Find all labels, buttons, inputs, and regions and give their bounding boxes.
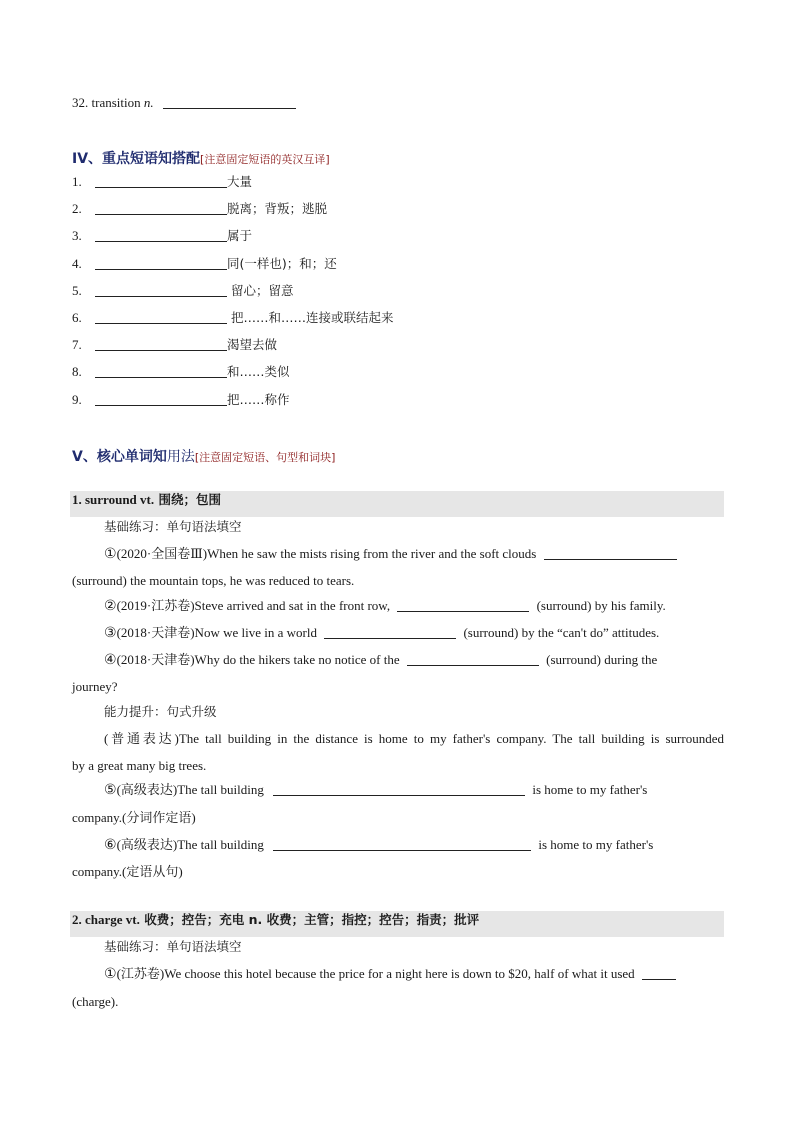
section-4-title: IV、重点短语知搭配	[72, 151, 201, 167]
question-text: (江苏卷)We choose this hotel because the price for a night here is down to $20, half of what it used	[116, 966, 635, 981]
question-text: (2018·天津卷)Why do the hikers take no notice of the	[116, 652, 400, 667]
word-1-definition: 围绕；包围	[154, 492, 221, 507]
phrase-item-1	[72, 174, 252, 190]
question-marker: ②	[104, 598, 117, 614]
answer-blank[interactable]	[324, 625, 456, 639]
phrase-num: 6.	[72, 310, 82, 325]
phrase-item-3	[72, 228, 252, 244]
phrase-meaning: 大量	[227, 174, 253, 189]
question-marker: ①	[104, 546, 117, 562]
section-5-title-light: 用法	[166, 449, 195, 465]
word-2-headword: 2. charge vt.	[72, 912, 140, 927]
phrase-meaning: 把……和……连接或联结起来	[227, 310, 394, 325]
question-text: (高级表达)The tall building	[116, 782, 264, 797]
question-marker: ④	[104, 652, 117, 668]
phrase-item-9	[72, 392, 290, 408]
question-text-end: (surround) by his family.	[536, 598, 666, 613]
phrase-blank[interactable]	[95, 228, 227, 242]
word-2-basic-label: 基础练习：单句语法填空	[104, 939, 242, 954]
section-5-heading	[72, 446, 335, 466]
question-text-end: is home to my father's	[532, 782, 648, 797]
phrase-blank[interactable]	[95, 256, 227, 270]
word-1-header	[72, 487, 221, 513]
word-1-q3	[104, 625, 659, 641]
phrase-blank[interactable]	[95, 310, 227, 324]
answer-blank[interactable]	[642, 966, 676, 980]
word-2-definition: 收费；控告；充电 n. 收费；主管；指控；控告；指责；批评	[139, 912, 480, 927]
word-1-q4-continued: journey?	[72, 679, 118, 694]
phrase-item-4	[72, 256, 337, 272]
answer-blank[interactable]	[397, 598, 529, 612]
item-32	[72, 95, 296, 111]
phrase-num: 2.	[72, 201, 82, 216]
word-1-basic-label: 基础练习：单句语法填空	[104, 519, 242, 534]
answer-blank[interactable]	[544, 546, 677, 560]
section-5-title: V、核心单词知	[72, 449, 167, 465]
phrase-num: 3.	[72, 228, 82, 243]
item-32-blank[interactable]	[163, 95, 296, 109]
question-text-end: is home to my father's	[538, 837, 654, 852]
phrase-num: 4.	[72, 256, 82, 271]
word-1-q1	[104, 546, 677, 562]
phrase-meaning: 和……类似	[227, 364, 290, 379]
section-4-note: [注意固定短语的英汉互译]	[200, 153, 330, 166]
word-1-q6	[104, 837, 653, 853]
phrase-meaning: 留心；留意	[227, 283, 294, 298]
word-1-q1-continued: (surround) the mountain tops, he was reduced to tears.	[72, 573, 355, 588]
section-4-heading	[72, 148, 330, 168]
phrase-blank[interactable]	[95, 201, 227, 215]
word-2-header	[72, 907, 479, 933]
phrase-blank[interactable]	[95, 174, 227, 188]
question-text: (2018·天津卷)Now we live in a world	[116, 625, 317, 640]
word-1-advanced-label: 能力提升：句式升级	[104, 704, 217, 719]
phrase-blank[interactable]	[95, 392, 227, 406]
question-text: (2020·全国卷Ⅲ)When he saw the mists rising from the river and the soft clouds	[116, 546, 537, 561]
phrase-num: 9.	[72, 392, 82, 407]
question-text-end: (surround) during the	[546, 652, 658, 667]
phrase-meaning: 渴望去做	[227, 337, 278, 352]
phrase-item-8	[72, 364, 290, 380]
question-marker: ⑥	[104, 837, 117, 853]
word-1-plain-expression: (普通表达)The tall building in the distance is home to my father's company. The tall building is surrounded	[104, 731, 724, 746]
section-5-note: [注意固定短语、句型和词块]	[194, 451, 336, 464]
phrase-blank[interactable]	[95, 283, 227, 297]
phrase-meaning: 同(一样也)；和；还	[227, 256, 337, 271]
word-1-headword: 1. surround vt.	[72, 492, 155, 507]
word-1-q5	[104, 782, 647, 798]
phrase-num: 5.	[72, 283, 82, 298]
question-text-end: (surround) by the “can't do” attitudes.	[463, 625, 660, 640]
phrase-num: 1.	[72, 174, 82, 189]
phrase-blank[interactable]	[95, 364, 227, 378]
phrase-item-6	[72, 310, 393, 326]
question-text: (2019·江苏卷)Steve arrived and sat in the front row,	[116, 598, 391, 613]
item-32-pos: n.	[143, 95, 154, 110]
phrase-num: 7.	[72, 337, 82, 352]
answer-blank[interactable]	[273, 782, 525, 796]
phrase-num: 8.	[72, 364, 82, 379]
word-2-q1-continued: (charge).	[72, 994, 119, 1009]
phrase-meaning: 把……称作	[227, 392, 290, 407]
question-marker: ⑤	[104, 782, 117, 798]
phrase-meaning: 脱离；背叛；逃脱	[227, 201, 328, 216]
answer-blank[interactable]	[273, 837, 531, 851]
word-2-q1	[104, 966, 676, 982]
phrase-blank[interactable]	[95, 337, 227, 351]
phrase-meaning: 属于	[227, 228, 253, 243]
phrase-item-2	[72, 201, 327, 217]
item-32-label: 32. transition	[72, 95, 141, 110]
word-1-q2	[104, 598, 666, 614]
word-1-q4	[104, 652, 657, 668]
word-1-q6-continued: company.(定语从句)	[72, 864, 183, 879]
phrase-item-7	[72, 337, 277, 353]
word-1-q5-continued: company.(分词作定语)	[72, 810, 196, 825]
answer-blank[interactable]	[407, 652, 539, 666]
question-text: (高级表达)The tall building	[116, 837, 264, 852]
word-1-plain-expression-continued: by a great many big trees.	[72, 758, 207, 773]
question-marker: ①	[104, 966, 117, 982]
phrase-item-5	[72, 283, 293, 299]
question-marker: ③	[104, 625, 117, 641]
